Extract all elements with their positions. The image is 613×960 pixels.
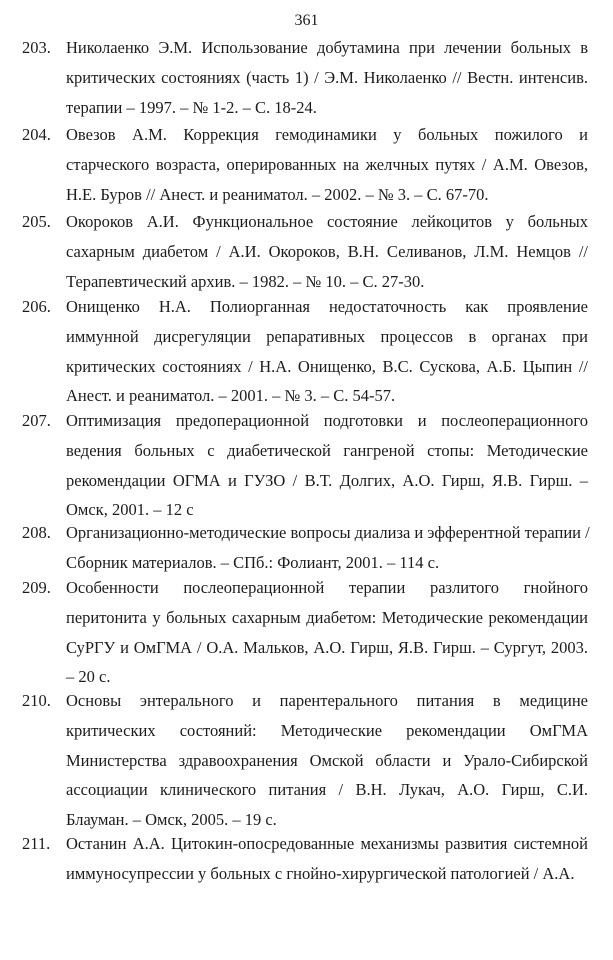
reference-text-line: критических состояниях / Н.А. Онищенко, В.С. Сускова, А.Б. Цыпин // bbox=[66, 356, 588, 376]
reference-text-line: Анест. и реаниматол. – 2001. – № 3. – С. 54-57. bbox=[66, 386, 396, 406]
reference-number: 206. bbox=[22, 297, 51, 316]
reference-text-line: ассоциации клинического питания / В.Н. Лукач, А.О. Гирш, С.И. bbox=[66, 780, 588, 800]
reference-text-line: Онищенко Н.А. Полиорганная недостаточность как проявление bbox=[66, 297, 588, 316]
reference-text-line: рекомендации ОГМА и ГУЗО / В.Т. Долгих, А.О. Гирш, Я.В. Гирш. – bbox=[66, 470, 588, 490]
reference-number: 208. bbox=[22, 523, 51, 542]
reference-text-line: Особенности послеоперационной терапии разлитого гнойного bbox=[66, 578, 588, 597]
reference-text-line: Блауман. – Омск, 2005. – 19 с. bbox=[66, 810, 277, 830]
reference-text-line: терапии – 1997. – № 1-2. – С. 18-24. bbox=[66, 97, 317, 117]
page-number: 361 bbox=[294, 12, 319, 29]
reference-number: 210. bbox=[22, 691, 51, 710]
reference-text-line: Министерства здравоохранения Омской области и Урало-Сибирской bbox=[66, 750, 588, 770]
reference-number: 211. bbox=[22, 834, 51, 853]
reference-text-line: иммунной дисрегуляции репаративных процессов в органах при bbox=[66, 326, 588, 346]
reference-text-line: Окороков А.И. Функциональное состояние лейкоцитов у больных bbox=[66, 212, 588, 231]
reference-text-line: Николаенко Э.М. Использование добутамина при лечении больных в bbox=[66, 38, 588, 57]
reference-text-line: ведения больных с диабетической гангреной стопы: Методические bbox=[66, 440, 588, 460]
reference-text-line: Терапевтический архив. – 1982. – № 10. – С. 27-30. bbox=[66, 271, 425, 291]
reference-number: 203. bbox=[22, 38, 51, 57]
reference-number: 207. bbox=[22, 411, 51, 430]
reference-text-line: критических состояний: Методические рекомендации ОмГМА bbox=[66, 720, 588, 740]
reference-text-line: Оптимизация предоперационной подготовки и послеоперационного bbox=[66, 411, 588, 430]
reference-text-line: критических состояниях (часть 1) / Э.М. Николаенко // Вестн. интенсив. bbox=[66, 67, 588, 87]
reference-text-line: Останин А.А. Цитокин-опосредованные механизмы развития системной bbox=[66, 834, 588, 853]
reference-text-line: перитонита у больных сахарным диабетом: Методические рекомендации bbox=[66, 607, 588, 627]
reference-number: 204. bbox=[22, 125, 51, 144]
reference-text-line: Организационно-методические вопросы диализа и эфферентной терапии / bbox=[66, 523, 590, 542]
reference-text-line: старческого возраста, оперированных на желчных путях / А.М. Овезов, bbox=[66, 154, 588, 174]
reference-text-line: Основы энтерального и парентерального питания в медицине bbox=[66, 691, 588, 710]
reference-text-line: сахарным диабетом / А.И. Окороков, В.Н. Селиванов, Л.М. Немцов // bbox=[66, 241, 588, 261]
reference-text-line: СуРГУ и ОмГМА / О.А. Мальков, А.О. Гирш, Я.В. Гирш. – Сургут, 2003. bbox=[66, 637, 588, 657]
reference-text-line: Н.Е. Буров // Анест. и реаниматол. – 2002. – № 3. – С. 67-70. bbox=[66, 184, 489, 204]
reference-number: 205. bbox=[22, 212, 51, 231]
reference-text-line: Омск, 2001. – 12 с bbox=[66, 500, 194, 520]
reference-text-line: иммуносупрессии у больных с гнойно-хирургической патологией / А.А. bbox=[66, 863, 575, 883]
reference-text-line: – 20 с. bbox=[66, 667, 111, 687]
reference-text-line: Сборник материалов. – СПб.: Фолиант, 2001. – 114 с. bbox=[66, 552, 440, 572]
reference-number: 209. bbox=[22, 578, 51, 597]
reference-text-line: Овезов А.М. Коррекция гемодинамики у больных пожилого и bbox=[66, 125, 588, 144]
